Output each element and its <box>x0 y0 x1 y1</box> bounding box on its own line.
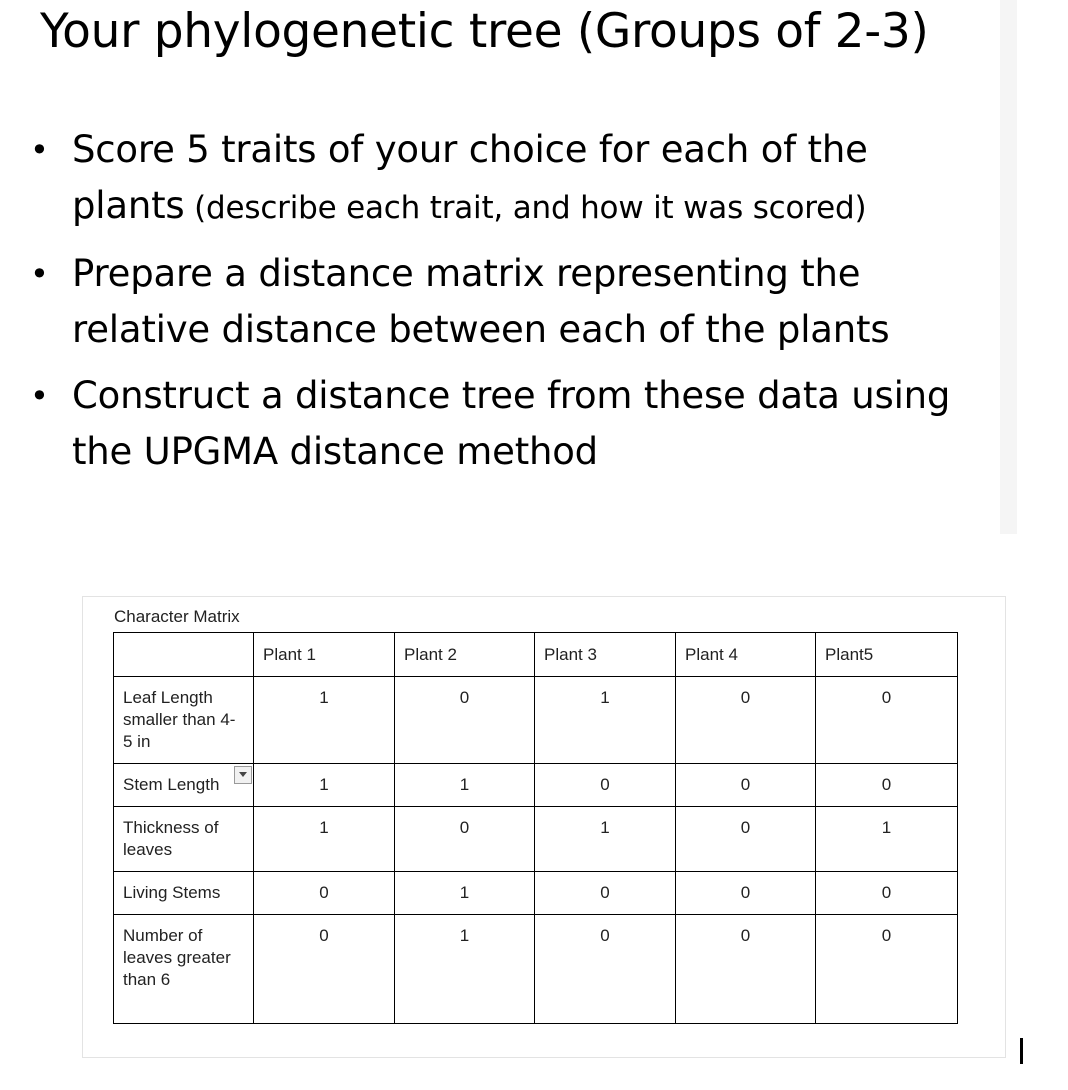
table-row <box>114 677 958 764</box>
trait-cell[interactable]: Living Stems <box>114 872 254 915</box>
bullet-text: Prepare a distance matrix representing the relative distance between each of the plants <box>72 252 890 351</box>
bullet-list <box>26 122 986 490</box>
table-row <box>114 872 958 915</box>
trait-cell[interactable]: Stem Length <box>114 764 254 807</box>
bullet-text: Construct a distance tree from these data using the UPGMA distance method <box>72 374 951 473</box>
cell-dropdown-icon[interactable] <box>234 766 252 784</box>
value-cell[interactable]: 1 <box>395 915 535 1024</box>
slide-edge-strip <box>1000 0 1017 534</box>
value-cell[interactable]: 0 <box>395 807 535 872</box>
matrix-caption: Character Matrix <box>114 607 240 626</box>
table-row <box>114 807 958 872</box>
value-cell[interactable]: 0 <box>816 764 958 807</box>
value-cell[interactable]: 0 <box>816 872 958 915</box>
slide-title: Your phylogenetic tree (Groups of 2-3) <box>40 4 929 59</box>
value-cell[interactable]: 1 <box>535 807 676 872</box>
text-cursor-icon <box>1020 1038 1023 1064</box>
value-cell[interactable]: 0 <box>535 872 676 915</box>
value-cell[interactable]: 0 <box>676 677 816 764</box>
value-cell[interactable]: 1 <box>535 677 676 764</box>
character-matrix-table <box>113 632 958 1024</box>
header-cell-plant-2[interactable]: Plant 2 <box>395 633 535 677</box>
value-cell[interactable]: 0 <box>676 764 816 807</box>
value-cell[interactable]: 0 <box>816 677 958 764</box>
header-cell-corner[interactable] <box>114 633 254 677</box>
bullet-item-distance-matrix <box>26 246 986 358</box>
value-cell[interactable]: 1 <box>254 677 395 764</box>
trait-cell[interactable]: Number of leaves greater than 6 <box>114 915 254 1024</box>
header-cell-plant-5[interactable]: Plant5 <box>816 633 958 677</box>
value-cell[interactable]: 0 <box>676 872 816 915</box>
value-cell[interactable]: 0 <box>254 915 395 1024</box>
bullet-item-score-traits <box>26 122 986 236</box>
value-cell[interactable]: 0 <box>676 915 816 1024</box>
trait-cell[interactable]: Thickness of leaves <box>114 807 254 872</box>
value-cell[interactable]: 0 <box>676 807 816 872</box>
header-cell-plant-1[interactable]: Plant 1 <box>254 633 395 677</box>
bullet-icon: • <box>30 377 49 415</box>
table-row <box>114 915 958 1024</box>
bullet-item-upgma-tree <box>26 368 986 480</box>
value-cell[interactable]: 1 <box>395 764 535 807</box>
value-cell[interactable]: 0 <box>816 915 958 1024</box>
trait-cell[interactable]: Leaf Length smaller than 4-5 in <box>114 677 254 764</box>
value-cell[interactable]: 1 <box>254 807 395 872</box>
value-cell[interactable]: 1 <box>254 764 395 807</box>
value-cell[interactable]: 0 <box>254 872 395 915</box>
bullet-text: Score 5 traits of your choice for each of the plants <box>72 128 868 227</box>
value-cell[interactable]: 0 <box>535 764 676 807</box>
header-cell-plant-4[interactable]: Plant 4 <box>676 633 816 677</box>
value-cell[interactable]: 0 <box>395 677 535 764</box>
value-cell[interactable]: 1 <box>395 872 535 915</box>
value-cell[interactable]: 0 <box>535 915 676 1024</box>
table-header-row <box>114 633 958 677</box>
bullet-icon: • <box>30 255 49 293</box>
bullet-subtext: (describe each trait, and how it was scored) <box>184 190 867 226</box>
bullet-icon: • <box>30 131 49 169</box>
header-cell-plant-3[interactable]: Plant 3 <box>535 633 676 677</box>
value-cell[interactable]: 1 <box>816 807 958 872</box>
